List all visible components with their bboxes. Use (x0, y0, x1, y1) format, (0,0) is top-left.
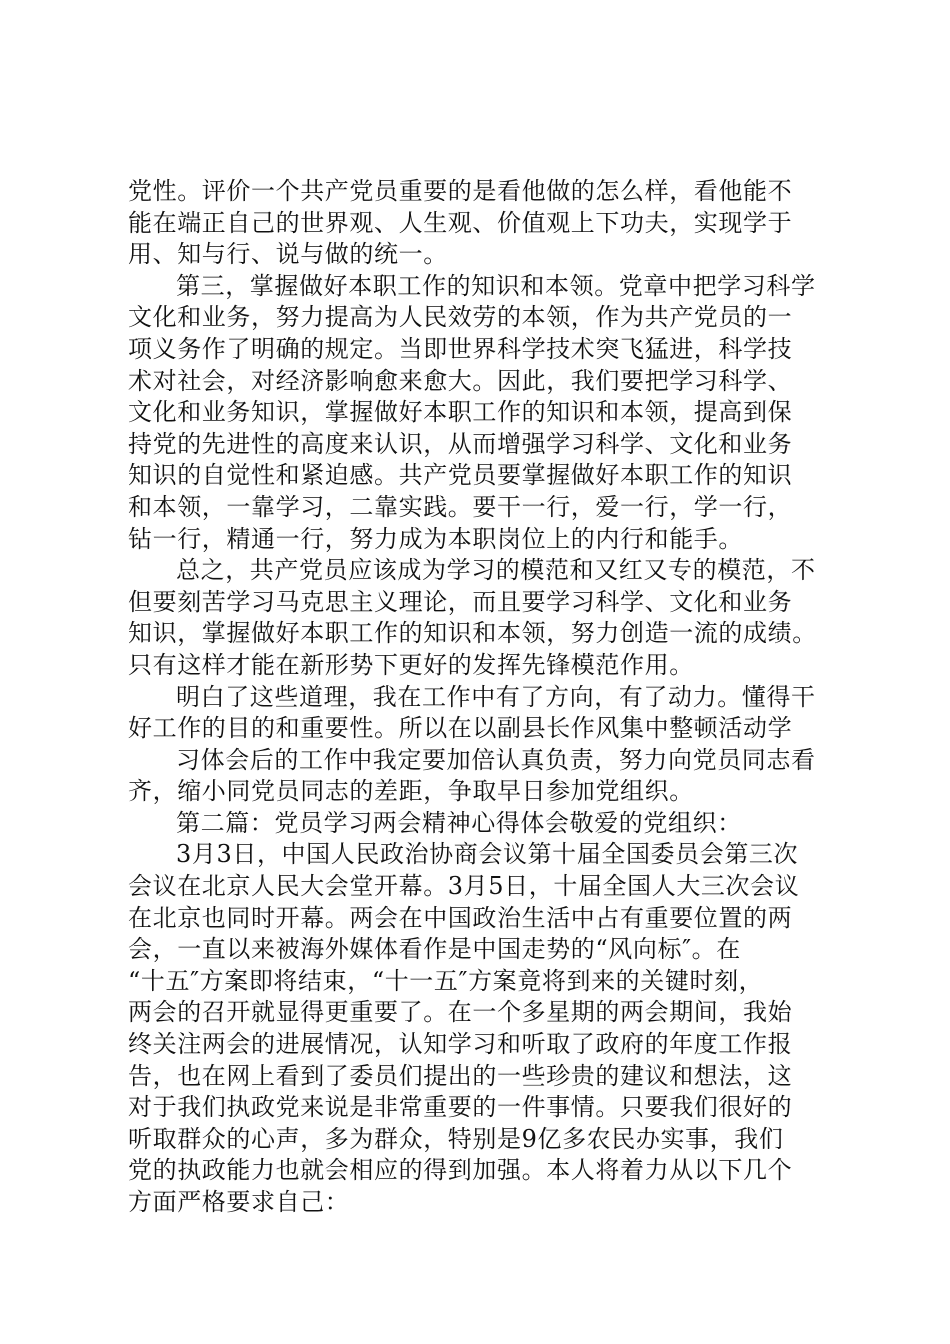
text-line: 会议在北京人民大会堂开幕。3月5日，十届全国人大三次会议 (128, 872, 800, 901)
text-line: 习体会后的工作中我定要加倍认真负责，努力向党员同志看 (176, 745, 816, 774)
text-line: 能在端正自己的世界观、人生观、价值观上下功夫，实现学于 (128, 208, 793, 237)
text-line: 知识的自觉性和紧迫感。共产党员要掌握做好本职工作的知识 (128, 461, 793, 490)
text-line: 齐，缩小同党员同志的差距，争取早日参加党组织。 (128, 777, 694, 806)
text-line: 术对社会，对经济影响愈来愈大。因此，我们要把学习科学、 (128, 366, 793, 395)
text-line: 用、知与行、说与做的统一。 (128, 240, 448, 269)
text-line: 在北京也同时开幕。两会在中国政治生活中占有重要位置的两 (128, 903, 793, 932)
text-line: 持党的先进性的高度来认识，从而增强学习科学、文化和业务 (128, 429, 793, 458)
text-line: 党的执政能力也就会相应的得到加强。本人将着力从以下几个 (128, 1156, 793, 1185)
text-line: “十五″方案即将结束，“十一五″方案竟将到来的关键时刻， (128, 966, 764, 995)
text-line: 文化和业务，努力提高为人民效劳的本领，作为共产党员的一 (128, 303, 793, 332)
text-line: 但要刻苦学习马克思主义理论，而且要学习科学、文化和业务 (128, 587, 793, 616)
text-line: 文化和业务知识，掌握做好本职工作的知识和本领，提高到保 (128, 398, 793, 427)
text-line: 第三，掌握做好本职工作的知识和本领。党章中把学习科学 (176, 271, 816, 300)
text-line: 钻一行，精通一行，努力成为本职岗位上的内行和能手。 (128, 524, 743, 553)
text-line: 只有这样才能在新形势下更好的发挥先锋模范作用。 (128, 650, 694, 679)
text-line: 终关注两会的进展情况，认知学习和听取了政府的年度工作报 (128, 1030, 793, 1059)
text-line: 党性。评价一个共产党员重要的是看他做的怎么样，看他能不 (128, 177, 793, 205)
text-line: 会，一直以来被海外媒体看作是中国走势的“风向标″。在 (128, 935, 741, 964)
text-line: 两会的召开就显得更重要了。在一个多星期的两会期间，我始 (128, 998, 793, 1027)
text-line: 和本领，一靠学习，二靠实践。要干一行，爱一行，学一行， (128, 492, 793, 521)
text-line: 告，也在网上看到了委员们提出的一些珍贵的建议和想法，这 (128, 1061, 793, 1090)
text-line: 项义务作了明确的规定。当即世界科学技术突飞猛进，科学技 (128, 334, 793, 363)
text-line: 方面严格要求自己： (128, 1188, 350, 1216)
text-line: 知识，掌握做好本职工作的知识和本领，努力创造一流的成绩。 (128, 619, 817, 648)
document-body (128, 176, 848, 1219)
text-line: 对于我们执政党来说是非常重要的一件事情。只要我们很好的 (128, 1093, 793, 1122)
text-line: 总之，共产党员应该成为学习的模范和又红又专的模范，不 (176, 556, 816, 585)
text-line: 明白了这些道理，我在工作中有了方向，有了动力。懂得干 (176, 682, 816, 711)
text-line: 第二篇：党员学习两会精神心得体会敬爱的党组织： (176, 808, 742, 837)
text-line: 3月3日，中国人民政治协商会议第十届全国委员会第三次 (176, 840, 799, 869)
text-line: 好工作的目的和重要性。所以在以副县长作风集中整顿活动学 (128, 714, 793, 743)
text-line: 听取群众的心声，多为群众，特别是9亿多农民办实事，我们 (128, 1124, 784, 1153)
